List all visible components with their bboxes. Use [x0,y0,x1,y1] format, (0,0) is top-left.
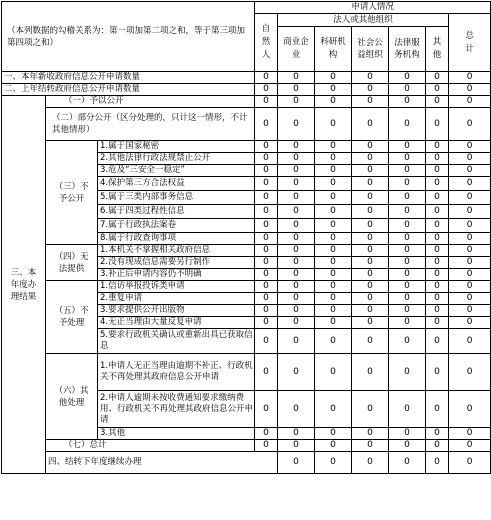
cell-public-org: 0 [352,108,389,141]
cell-law-org: 0 [389,219,426,233]
cell-law-org: 0 [389,96,426,108]
cell-law-org: 0 [389,165,426,177]
cell-natural: 0 [255,108,278,141]
row-label: （一）予以公开 [46,96,255,108]
cell-business: 0 [278,305,315,317]
header-law-org: 法律服务机构 [389,27,426,72]
row-label: 1.信访举报投诉类申请 [98,281,255,293]
cell-research: 0 [315,205,352,219]
cell-public-org: 0 [352,440,389,452]
cell-total: 0 [449,96,491,108]
cell-research: 0 [315,84,352,96]
cell-natural: 0 [255,281,278,293]
cell-total: 0 [449,329,491,354]
cell-total: 0 [449,141,491,153]
table-row [2,281,491,293]
cell-business: 0 [278,269,315,281]
cell-law-org: 0 [389,191,426,205]
cell-other: 0 [426,84,449,96]
cell-law-org: 0 [389,440,426,452]
cell-research: 0 [315,177,352,191]
row-label: 2.没有现成信息需要另行制作 [98,257,255,269]
cell-public-org: 0 [352,205,389,219]
cell-natural: 0 [255,205,278,219]
cell-natural: 0 [255,141,278,153]
cell-research: 0 [315,165,352,177]
cell-total: 0 [449,72,491,84]
cell-business: 0 [315,452,352,474]
cell-research: 0 [315,317,352,329]
cell-other: 0 [426,305,449,317]
row-label: 1.申请人无正当理由逾期不补正、行政机关不再处理其政府信息公开申请 [98,354,255,391]
table-row [2,96,491,108]
table-row [2,141,491,153]
cell-public-org: 0 [352,191,389,205]
row-label: （七）总计 [46,440,255,452]
cell-research: 0 [315,391,352,428]
cell-public-org: 0 [352,329,389,354]
cell-natural: 0 [255,165,278,177]
cell-natural: 0 [255,293,278,305]
cell-research: 0 [315,305,352,317]
cell-other: 0 [426,205,449,219]
cell-total: 0 [449,305,491,317]
cell-other: 0 [426,269,449,281]
cell-other: 0 [426,96,449,108]
cell-other: 0 [426,354,449,391]
cell-public-org: 0 [352,269,389,281]
table-row [2,245,491,257]
cell-research: 0 [352,452,389,474]
cell-public-org: 0 [352,153,389,165]
cell-research: 0 [315,257,352,269]
cell-other: 0 [426,257,449,269]
cell-public-org: 0 [352,141,389,153]
row-label: 3.其他 [98,428,255,440]
cell-public-org: 0 [352,354,389,391]
cell-other: 0 [426,233,449,245]
row-label: 2.重复申请 [98,293,255,305]
cell-natural: 0 [255,177,278,191]
row-label: 2.其他法律行政法规禁止公开 [98,153,255,165]
cell-natural: 0 [255,257,278,269]
cell-public-org: 0 [352,233,389,245]
cell-research: 0 [315,72,352,84]
cell-business: 0 [278,72,315,84]
cell-law-org: 0 [389,305,426,317]
cell-natural: 0 [255,354,278,391]
cell-research: 0 [315,281,352,293]
cell-business: 0 [278,281,315,293]
table-row [2,354,491,391]
cell-law-org: 0 [389,269,426,281]
cell-total: 0 [449,281,491,293]
header-natural-person: 自然人 [255,14,278,72]
cell-business: 0 [278,428,315,440]
cell-total: 0 [449,428,491,440]
cell-law-org: 0 [389,84,426,96]
header-public-org: 社会公益组织 [352,27,389,72]
row-label: 5.属于三类内部事务信息 [98,191,255,205]
cell-natural: 0 [255,96,278,108]
header-note-cell [2,2,255,72]
cell-total: 0 [449,354,491,391]
cell-other: 0 [426,153,449,165]
cell-total: 0 [449,257,491,269]
cell-public-org: 0 [352,165,389,177]
cell-total: 0 [449,153,491,165]
cell-total: 0 [449,205,491,219]
row-label: 二、上年结转政府信息公开申请数量 [2,84,255,96]
cell-public-org: 0 [352,391,389,428]
cell-business: 0 [278,153,315,165]
cell-business: 0 [278,257,315,269]
cell-total: 0 [449,269,491,281]
cell-business: 0 [278,329,315,354]
cell-total: 0 [449,440,491,452]
cell-research: 0 [315,233,352,245]
cell-public-org: 0 [352,84,389,96]
cell-business: 0 [278,84,315,96]
cell-research: 0 [315,428,352,440]
cell-other: 0 [426,293,449,305]
cell-other: 0 [426,141,449,153]
header-applicant: 申请人情况 [255,2,491,14]
row-label: 3.要求提供公开出版物 [98,305,255,317]
cell-law-org: 0 [389,205,426,219]
cell-other: 0 [426,245,449,257]
cell-other: 0 [426,329,449,354]
cell-total: 0 [449,165,491,177]
cell-total: 0 [449,245,491,257]
cell-natural: 0 [255,219,278,233]
cell-law-org: 0 [389,317,426,329]
cell-law-org: 0 [389,245,426,257]
header-other: 其他 [426,27,449,72]
cell-public-org: 0 [352,305,389,317]
cell-total: 0 [449,84,491,96]
cell-public-org: 0 [352,293,389,305]
cell-law-org: 0 [426,452,449,474]
cell-law-org: 0 [389,329,426,354]
table-row [2,72,491,84]
cell-business: 0 [278,96,315,108]
cell-total: 0 [449,317,491,329]
cell-total: 0 [449,191,491,205]
cell-natural: 0 [278,452,315,474]
row-label: 4.保护第三方合法权益 [98,177,255,191]
cell-business: 0 [278,108,315,141]
cell-business: 0 [278,177,315,191]
cell-other: 0 [426,108,449,141]
cell-other: 0 [426,317,449,329]
header-business: 商业企业 [278,27,315,72]
group-3-label: （三）不予公开 [46,141,98,245]
cell-natural: 0 [255,72,278,84]
cell-business: 0 [278,354,315,391]
cell-natural: 0 [255,305,278,317]
section-3-label: 三、本年度办理结果 [2,96,46,474]
cell-other: 0 [426,72,449,84]
cell-other: 0 [426,440,449,452]
cell-other: 0 [426,191,449,205]
row-label: （二）部分公开（区分处理的，只计这一情形，不计其他情形） [46,108,255,141]
table-row [2,84,491,96]
cell-research: 0 [315,219,352,233]
cell-other: 0 [426,165,449,177]
row-label: 3.危及“三安全一稳定” [98,165,255,177]
cell-total: 0 [449,391,491,428]
row-label: 2.申请人逾期未按收费通知要求缴纳费用、行政机关不再处理其政府信息公开申请 [98,391,255,428]
cell-public-org: 0 [352,281,389,293]
cell-law-org: 0 [389,72,426,84]
cell-law-org: 0 [389,108,426,141]
cell-business: 0 [278,233,315,245]
row-label: 3.补正后申请内容仍不明确 [98,269,255,281]
cell-business: 0 [278,205,315,219]
cell-business: 0 [278,317,315,329]
cell-public-org: 0 [352,177,389,191]
cell-research: 0 [315,245,352,257]
row-label: 四、结转下年度继续办理 [46,452,278,474]
header-total: 总计 [449,14,491,72]
header-legal-entity: 法人或其他组织 [278,14,449,27]
group-6-label: （六）其他处理 [46,354,98,440]
cell-research: 0 [315,293,352,305]
cell-business: 0 [278,245,315,257]
cell-other: 0 [449,452,491,474]
cell-law-org: 0 [389,177,426,191]
cell-natural: 0 [255,428,278,440]
row-label: 8.属于行政查询事项 [98,233,255,245]
row-label: 6.属于四类过程性信息 [98,205,255,219]
cell-natural: 0 [255,269,278,281]
cell-natural: 0 [255,153,278,165]
cell-law-org: 0 [389,141,426,153]
cell-business: 0 [278,293,315,305]
cell-other: 0 [426,219,449,233]
cell-business: 0 [278,440,315,452]
cell-law-org: 0 [389,354,426,391]
cell-research: 0 [315,440,352,452]
table-row [2,452,491,474]
cell-natural: 0 [255,317,278,329]
cell-business: 0 [278,191,315,205]
cell-natural: 0 [255,84,278,96]
cell-research: 0 [315,329,352,354]
row-label: 一、本年新收政府信息公开申请数量 [2,72,255,84]
cell-public-org: 0 [352,72,389,84]
cell-law-org: 0 [389,257,426,269]
cell-public-org: 0 [352,219,389,233]
table-row [2,440,491,452]
header-note: （本列数据的勾稽关系为：第一项加第二项之和，等于第三项加第四项之和） [7,25,246,48]
cell-public-org: 0 [352,428,389,440]
cell-natural: 0 [255,329,278,354]
cell-research: 0 [315,108,352,141]
row-label: 4.无正当理由大量反复申请 [98,317,255,329]
cell-law-org: 0 [389,428,426,440]
cell-research: 0 [315,141,352,153]
cell-total: 0 [449,293,491,305]
cell-public-org: 0 [389,452,426,474]
cell-business: 0 [278,165,315,177]
cell-natural: 0 [255,233,278,245]
cell-law-org: 0 [389,293,426,305]
cell-public-org: 0 [352,317,389,329]
cell-public-org: 0 [352,245,389,257]
cell-other: 0 [426,281,449,293]
cell-other: 0 [426,177,449,191]
cell-business: 0 [278,391,315,428]
group-5-label: （五）不予处理 [46,281,98,354]
header-research: 科研机构 [315,27,352,72]
cell-other: 0 [426,428,449,440]
gov-info-disclosure-table [1,1,491,474]
cell-research: 0 [315,354,352,391]
cell-research: 0 [315,191,352,205]
cell-total: 0 [449,233,491,245]
table-row [2,108,491,141]
row-label: 5.要求行政机关确认或重新出具已获取信息 [98,329,255,354]
row-label: 1.属于国家秘密 [98,141,255,153]
cell-natural: 0 [255,245,278,257]
cell-total: 0 [449,108,491,141]
cell-public-org: 0 [352,96,389,108]
cell-law-org: 0 [389,233,426,245]
cell-research: 0 [315,269,352,281]
cell-law-org: 0 [389,281,426,293]
cell-research: 0 [315,96,352,108]
row-label: 7.属于行政执法案卷 [98,219,255,233]
cell-business: 0 [278,141,315,153]
cell-research: 0 [315,153,352,165]
cell-law-org: 0 [389,391,426,428]
cell-total: 0 [449,219,491,233]
cell-law-org: 0 [389,153,426,165]
cell-public-org: 0 [352,257,389,269]
cell-other: 0 [426,391,449,428]
cell-total: 0 [449,177,491,191]
row-label: 1.本机关不掌握相关政府信息 [98,245,255,257]
group-4-label: （四）无法提供 [46,245,98,281]
cell-business: 0 [278,219,315,233]
cell-natural: 0 [255,191,278,205]
cell-natural: 0 [255,440,278,452]
cell-natural: 0 [255,391,278,428]
